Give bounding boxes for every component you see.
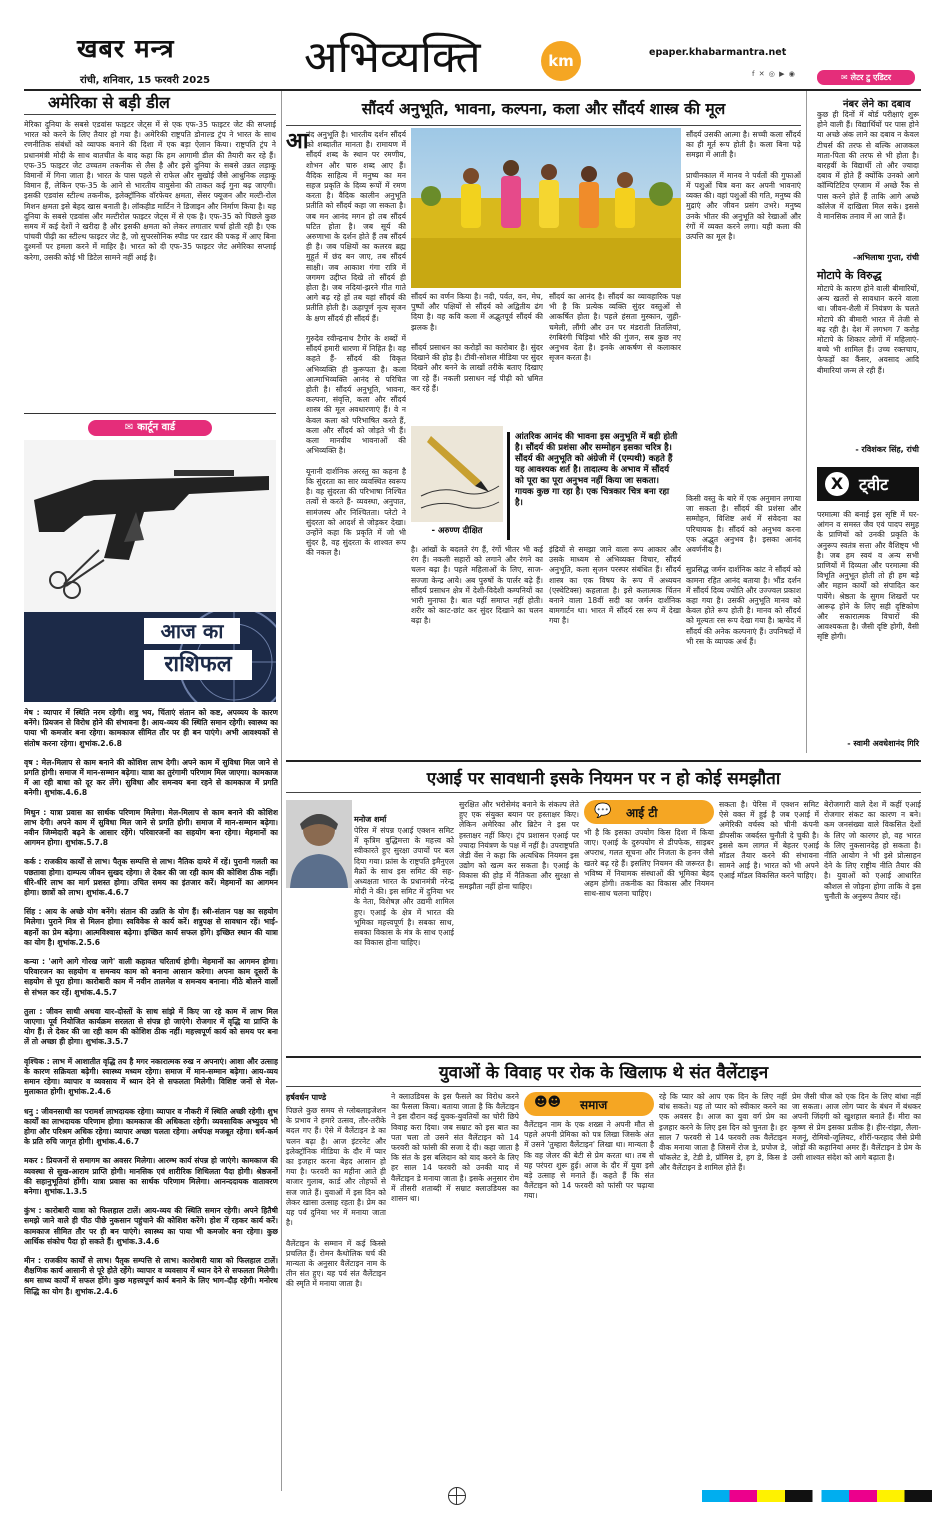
cartoon-box	[24, 413, 276, 613]
registration-mark-icon	[448, 1487, 466, 1505]
pull-quote	[507, 432, 679, 540]
main-headline: सौंदर्य अनुभूति, भावना, कल्पना, कला और सौंदर्य शास्त्र की मूल	[361, 100, 726, 118]
valentine-label: समाज	[580, 1098, 608, 1112]
tweet-label: ट्वीट	[859, 475, 889, 494]
author-box	[411, 426, 503, 540]
letter2-body: मोटापे के कारण होने वाली बीमारियों, अन्य खतरों से सावधान करने वाला था। जीवन-शैली में नियंत्रण के चलते मोटापे की बीमारी भारत में तेजी से बढ़ रही है। देश में लगभग 7 करोड़ मोटापे के शिकार लोगों में महिलाएं-बच्चे भी शामिल हैं। उच्च रक्तचाप, फेफड़ों का कैंसर, अवसाद आदि बीमारियां जन्म ले रही हैं।	[817, 284, 919, 375]
section-title: अभिव्यक्ति	[304, 32, 481, 83]
valentine-col-1: पिछले कुछ समय से ग्लोबलाइजेशन के प्रभाव ने हमारे उत्सव, तौर-तरीके बदल गए हैं। ऐसे में वैलेंटाइन डे का चलन बढ़ा है। आज इंटरनेट और इलेक्ट्रॉनिक मीडिया के दौर में प्यार का इजहार करना बेहद आसान हो गया है। फरवरी का महीना आते ही बाजार गुलाब, कार्ड और तोहफों से सज जाते हैं। युवाओं में इस दिन को लेकर खासा उत्साह रहता है। प्रेम का यह पर्व दुनिया भर में मनाया जाता है। वैलेंटाइन के सम्मान में कई किस्से प्रचलित हैं। रोमन कैथोलिक चर्च की मान्यता के अनुसार वैलेंटाइन नाम के तीन संत हुए। यह पर्व संत वैलेंटाइन की स्मृति में मनाया जाता है।	[286, 1106, 386, 1289]
masthead	[0, 0, 945, 90]
letter1-title: नंबर लेने का दबाव	[843, 99, 911, 110]
ai-headline: एआई पर सावधानी इसके नियमन पर न हो कोई समझौता	[426, 769, 781, 789]
main-author: - अरुण्ण दीक्षित	[431, 526, 483, 536]
rashi-makar: मकर : प्रियजनों से समागम का अवसर मिलेगा। आरम्भ कार्य संपन्न हो जाएंगे। कामकाज की व्यवस्था से सुख-आराम प्राप्ति होगी। मानसिक एवं शारीरिक शिथिलता पैदा होगी। श्रेष्ठजनों की सहानुभूतियां होंगी। यात्रा प्रवास का सार्थक परिणाम मिलेगा। आनन्ददायक वातावरण बनेगा। शुभांक.1.3.5	[24, 1156, 278, 1196]
valentine-col-4: रहे कि प्यार को आप एक दिन के लिए नहीं बांध सकते। यह तो प्यार को स्वीकार करने का एक अवसर है। आज का युवा वर्ग प्रेम का इजहार करने के लिए इस दिन को चुनता है। हर साल 7 फरवरी से 14 फरवरी तक वैलेंटाइन वीक मनाया जाता है जिसमें रोज डे, प्रपोज डे, चॉकलेट डे, टेडी डे, प्रॉमिस डे, हग डे, किस डे और वैलेंटाइन डे शामिल होते हैं।	[659, 1092, 787, 1173]
ai-col-5: बेरोजगारी वाले देश में कहीं एआई रोजगार संकट का कारण न बने। कम जनसंख्या वाले विकसित देशों के लिए जो कारगर हो, वह भारत के लिए नुकसानदेह हो सकता है। नीति आयोग ने भी इसे प्रोत्साहन देने के लिए राष्ट्रीय नीति तैयार की है। युवाओं को एआई आधारित कौशल से जोड़ना होगा ताकि वे इस चुनौती के अनुरूप तैयार रहें।	[824, 800, 921, 901]
valentine-col-2: ने क्लाउडियस के इस फैसले का विरोध करने का फैसला किया। बताया जाता है कि वैलेंटाइन ने इस दौरान कई युवक-युवतियों का चोरी छिपे विवाह करा दिया। जब सम्राट को इस बात का पता चला तो उसने संत वैलेंटाइन को 14 फरवरी को फांसी की सजा दे दी। कहा जाता है कि संत के इस बलिदान को याद करने के लिए हर साल 14 फरवरी को उनकी याद में वैलेंटाइन डे मनाया जाता है। इसके अनुसार रोम में तीसरी शताब्दी में सम्राट क्लाउडियस का शासन था।	[391, 1092, 519, 1204]
letters-label-bar	[817, 70, 915, 85]
registration-mark-cross-v	[456, 1487, 457, 1505]
main-col-5: किसी वस्तु के बारे में एक अनुमान लगाया जा सकता है। सौंदर्य की प्रशंसा और सम्मोहन, विशिष्ट अर्थ में संवेदना का परिचायक है। सौंदर्य को अनुभव करना एक अद्भुत अनुभव है। इसका आनंद अवर्णनीय है। सुप्रसिद्ध जर्मन दार्शनिक कांट ने सौंदर्य को कामना रहित आनंद बताया है। भौंड दर्शन में सौंदर्य दिव्य ज्योति और उज्ज्वल प्रकाश कहा गया है। उसकी अनुभूति मानव को केवल होते रूप होती है। मानव को सौंदर्य को मूल्यतः रस रूप देखा गया है। ऋग्वेद में सौंदर्य की अनेक कल्पनाएं हैं। उपनिषदों में भी रस के व्यापक अर्थ हैं।	[686, 494, 801, 646]
rashifal-title-2: राशिफल	[144, 650, 252, 680]
f35-article: मेरिका दुनिया के सबसे एडवांस फाइटर जेट्स में से एक एफ-35 फाइटर जेट की सप्लाई भारत को करने के लिए तैयार हो गया है। अमेरिकी राष्ट्रपति डोनाल्ड ट्रंप ने भारत के साथ रणनीतिक संबंधों को व्यापक बनाने की दिशा में एक बड़ा ऐलान किया। राष्ट्रपति ट्रंप ने प्रधानमंत्री मोदी के साथ बातचीत के बाद कहा कि हम आगामी डील की तैयारी कर रहे हैं। एफ-35 फाइटर जेट उच्चतम तकनीक से लैस है और इसे दुनिया के सबसे उन्नत लड़ाकू विमानों में गिना जाता है। भारत के पास पहले से राफेल और सुखोई जैसे आधुनिक लड़ाकू विमान हैं, लेकिन एफ-35 के आने से भारतीय वायुसेना की ताकत कई गुना बढ़ जाएगी। इसकी एडवांस स्टील्थ तकनीक, इलेक्ट्रॉनिक वॉरफेयर क्षमता, सेंसर फ्यूजन और मल्टी-रोल मिशन क्षमता इसे बेहद खास बनाती है। लॉकहीड मार्टिन ने डिजाइन और निर्माण किया है। यह दुनिया के सबसे एडवांस और मल्टीरोल फाइटर जेट्स में से एक है। एफ-35 को पिछले कुछ समय में कई देशों ने खरीदा है और इसकी क्षमता को लेकर लगातार चर्चा होती रही है। एक पांचवी पीढ़ी का स्टील्थ फाइटर जेट है, जो सुपरसोनिक स्पीड पर रडार की पकड़ में आए बिना दुश्मनों पर हमला करने में माहिर है। भारत को दी एफ-35 फाइटर जेट अमेरिका सप्लाई करेगा, उसकी कोई भी डिटेल सामने नहीं आई है।	[24, 120, 276, 262]
pen-writing-image	[411, 426, 503, 522]
drop-cap: आ	[286, 129, 309, 154]
rashi-dhanu: धनु : जीवनसाथी का परामर्श लाभदायक रहेगा। व्यापार व नौकरी में स्थिति अच्छी रहेगी। शुभ कार्यों का लाभदायक परिणाम होगा। कामकाज की अधिकता रहेगी। व्यवसायिक अभ्युदय भी होगा और परिश्रम अधिक रहेगा। व्यापार अच्छा चलता रहेगा। अर्थपक्ष मजबूत रहेगा। धर्म-कर्म के प्रति रुचि जागृत होगी। शुभांक.4.6.7	[24, 1106, 278, 1147]
logo	[541, 41, 581, 81]
main-col-1: नंद अनुभूति है। भारतीय दर्शन सौंदर्य को शब्दातीत मानता है। रामायण में सौंदर्य शब्द के स्थान पर रमणीय, शोभन और चारु शब्द आए हैं। वैदिक साहित्य में मनुष्य का मन सहज प्रकृति के दिव्य रूपों में रमण करता है। वैदिक कालीन अनुभूति प्रतीति को सौंदर्य कहा जा सकता है। जब मन आनंद मगन हो तब सौंदर्य घटित होता है। जब सूर्य की अरुणाभा के दर्शन होते हैं तब सौंदर्य ही है। जब पक्षियों का कलरव ब्रह्म मुहूर्त में छंद बन जाए, तब सौंदर्य साक्षी। जब आकाश गंगा रात्रि में जगमग उद्दीप्त दिखे तो सौंदर्य ही होता है। जब नदियां-झरने गीत गाते आगे बढ़ रहे हों तब यहां सौंदर्य की प्रतीति होती है। ऊहापूर्ण नृत्य सृजन के क्षण सौंदर्य ही सौंदर्य हैं। गुरुदेव रवीन्द्रनाथ टैगोर के शब्दों में सौंदर्य हमारी धारणा में निहित है। वह कहते हैं- सौंदर्य की विकृत अभिव्यक्ति ही कुरूपता है। कला आत्माभिव्यक्ति आनंद से परिचित होती है। सौंदर्य अनुभूति, भावना, कल्पना, संवृत्ति, कला और सौंदर्य शास्त्र की मूल अवधारणाएं हैं। वे न केवल कला को परिभाषित करते हैं, कला और सौंदर्य को जोड़ते भी हैं। कला मानवीय भावनाओं की अभिव्यक्ति है। यूनानी दार्शनिक अरस्तु का कहना है कि सुंदरता का सार व्यवस्थित स्वरूप है। वह सुंदरता की परिभाषा निश्चित तत्वों से करते हैं- व्यवस्था, अनुपात, सामंजस्य और निश्चितता। प्लेटो ने सुंदरता को आदर्श से जोड़कर देखा। उन्होंने कहा कि प्रकृति में जो भी सुंदर है, वह सुंदरता के शाश्वत रूप की नकल है।	[306, 130, 406, 558]
rashi-kumbh: कुंभ : कारोबारी यात्रा को फिलहाल टालें। आय-व्यय की स्थिति समान रहेगी। अपने हितैषी समझे जाने वाले ही पीठ पीछे नुकसान पहुंचाने की कोशिश करेंगे। होश में रहकर कार्य करें। कामकाज सीमित तौर पर ही बन पाएंगे। स्वास्थ्य का पाया भी कमजोर बना रहेगा। कुछ आर्थिक संकोच पैदा हो सकते हैं। शुभांक.3.4.6	[24, 1206, 278, 1246]
x-logo-icon: X	[825, 472, 849, 496]
tweet-body: परमात्मा की बनाई इस सृष्टि में घर-आंगन व समस्त जैव एवं पादप समुह के प्राणियों को उनकी प्रकृति के अनुरूप स्वतंत्र सत्ता और वैशिष्ट्य भी है। जब हम स्वयं व अन्य सभी प्राणियों में दिव्यता और परमात्मा की विभूति अनुभूत होती तो ही हम बड़े और महान कार्यों को संपादित कर पायेंगे। श्रेष्ठता के सुगम शिखरों पर आरूढ़ होने के लिए सही दृष्टिकोण और सकारात्मक विचारों की आवश्यकता है। जैसी दृष्टि होगी, वैसी सृष्टि होगी।	[817, 510, 919, 642]
main-col-2: सौंदर्य का वर्णन किया है। नदी, पर्वत, वन, मेघ, पुष्पों और पक्षियों से सौंदर्य को अद्वितीय ढंग दिया है। वह कवि कला में अद्भुतपूर्व सौंदर्य की झलक है। सौंदर्य प्रसाधन का करोड़ों का कारोबार है। सुंदर दिखाने की होड़ है। टीवी-सोशल मीडिया पर सुंदर दिखने और बनने के लाखों तरीके बताए दिखाए जा रहे हैं। नकली प्रसाधन नई पीढ़ी को भ्रमित कर रहे हैं।	[411, 292, 543, 393]
rashifal-banner	[24, 612, 276, 702]
valentine-headline: युवाओं के विवाह पर रोक के खिलाफ थे संत वैलेंटाइन	[438, 1063, 769, 1083]
main-col-3: सौंदर्य का आनंद है। सौंदर्य का व्यावहारिक पक्ष भी है कि प्रत्येक व्यक्ति सुंदर वस्तुओं से आकर्षित होता है। पहले हंसता मुस्कान, जुही-चमेली, लौंगी और उन पर मंडराती तितलियां, रंगबिरंगी चिड़ियां भौरे की गुंजन, सब कुछ नए अनुभव देता है। इनके आकर्षण से कलाकार सृजन करता है।	[549, 292, 681, 363]
rifle-cartoon-image	[24, 440, 276, 612]
ai-col-2: सुरक्षित और भरोसेमंद बनाने के संकल्प लेते हुए एक संयुक्त बयान पर हस्ताक्षर किए। लेकिन अमेरिका और ब्रिटेन ने इस पर हस्ताक्षर नहीं किए। ट्रंप प्रशासन एआई पर ज्यादा नियंत्रण के पक्ष में नहीं है। उपराष्ट्रपति जेडी वेंस ने कहा कि अत्यधिक नियमन इस उद्योग को खत्म कर सकता है। एआई के विकास की होड़ में नैतिकता और सुरक्षा से समझौता नहीं होना चाहिए।	[459, 800, 579, 891]
color-bar	[702, 1490, 932, 1502]
ai-author: मनोज शर्मा	[354, 815, 387, 824]
people-icon: ☻☻	[534, 1095, 562, 1110]
rashifal-list	[24, 708, 278, 1478]
rashi-kanya: कन्या : 'आगे आगे गोरख जागे' वाली कहावत चरितार्थ होगी। मेहमानों का आगमन होगा। परिवारजन का सहयोग व समन्वय काम को बनाना आसान करेगा। अपना काम दूसरों के सहयोग से पूरा होगा। कारोबारी काम में नवीन तालमेल व समन्वय बनाना। मीठे बोलने वालों से संभल कर रहें। शुभांक.4.5.7	[24, 957, 278, 997]
letter2-title: मोटापे के विरुद्ध	[817, 269, 882, 282]
mail-icon: ✉	[840, 73, 848, 82]
letters-label: लेटर टु एडिटर	[850, 73, 892, 82]
cartoon-label: कार्टून वार्ड	[137, 422, 176, 433]
rashi-mithun: मिथुन : यात्रा प्रवास का सार्थक परिणाम मिलेगा। मेल-मिलाप से काम बनाने की कोशिश लाभ देगी। अपने काम में सुविधा मिल जाने से प्रगति होगी। समाज में मान-सम्मान बढ़ेगा। नवीन जिम्मेदारी बढ़ने के आसार रहेंगे। परिवारजनों का सहयोग बना रहेगा। मेहमानों का आगमन होगा। शुभांक.5.7.8	[24, 807, 278, 848]
registration-mark-cross	[448, 1495, 466, 1496]
epaper-url[interactable]: epaper.khabarmantra.net	[649, 47, 787, 58]
rashi-tula: तुला : जीवन साथी अथवा यार-दोस्तों के साथ सांझे में किए जा रहे काम में लाभ मिल जाएगा। पूर्व नियोजित कार्यक्रम सरलता से संपन्न हो जाएंगे। रोजगार में वृद्धि या प्राप्ति के योग हैं। ले देकर की जा रही काम की कोशिश ठीक नहीं। महत्त्वपूर्ण कार्य को समय पर बना लें तो अच्छा ही होगा। शुभांक.3.5.7	[24, 1006, 278, 1047]
main-bottom-2: इंद्रियों से समझा जाने वाला रूप आकार और उसके माध्यम से अभिव्यक्त विचार, सौंदर्य अनुभूति, कला सृजन परस्पर संबंधित हैं। सौंदर्य शास्त्र का एक विषय के रूप में अध्ययन (एस्थेटिक्स) कहलाता है। इसे कलात्मक चिंतन बनाने वाला 18वीं सदी का जर्मन दार्शनिक बामगार्टन था। भारत में सौंदर्य रस रूप में देखा गया है।	[549, 545, 681, 626]
letter2-sign: - रविशंकर सिंह, रांची	[855, 445, 919, 454]
valentine-col-5: प्रेम जैसी चीज को एक दिन के लिए बांधा नहीं जा सकता। आज लोग प्यार के बंधन में बंधकर अपनी जिंदगी को खुशहाल बनाते हैं। मीरा का कृष्ण से प्रेम इसका प्रतीक है। हीर-रांझा, लैला-मजनूं, रोमियो-जूलियट, शीरीं-फरहाद जैसे प्रेमी जोड़ों की कहानियां अमर हैं। वैलेंटाइन डे प्रेम के उसी शाश्वत संदेश को आगे बढ़ाता है।	[792, 1092, 921, 1163]
pull-quote-text: आंतरिक आनंद की भावना इस अनुभूति में बड़ी होती है। सौंदर्य की प्रशंसा और सम्मोहन इसका चरित्र है। सौंदर्य की अनुभूति को अंग्रेजी में (एम्पथी) कहते हैं यह आवश्यक शर्त है। तादात्म्य के अभाव में सौंदर्य को पूरा का पूरा अनुभव नहीं किया जा सकता। गायक कुछ गा रहा है। एक चित्रकार चित्र बना रहा है।	[515, 432, 678, 508]
ai-col-3: भी है कि इसका उपयोग किस दिशा में किया जाए। एआई के दुरुपयोग से डीपफेक, साइबर अपराध, गलत सूचना और निजता के हनन जैसे खतरे बढ़ रहे हैं। इसलिए नियमन की जरूरत है। भविष्य में नियामक संस्थाओं की भूमिका बेहद अहम होगी। तकनीक का विकास और नियमन साथ-साथ चलना चाहिए।	[584, 828, 714, 899]
brand-name: खबर मन्त्र	[77, 34, 175, 63]
mail-icon: ✉	[124, 422, 134, 433]
main-col-4: सौंदर्य उसकी आत्मा है। सच्ची कला सौंदर्य का ही मूर्त रूप होती है। कला बिना पढ़े समझा में आती है। प्राचीनकाल में मानव ने पर्वतों की गुफाओं में पशुओं चित्र बना कर अपनी भावनाएं व्यक्त की। वहां पशुओं की गति, मनुष्य की मुद्राएं और जीवन प्रसंग उभरे। मनुष्य उनके भीतर की अनुभूति को रेखाओं और रंगों में व्यक्त करने लगा। यही कला की उत्पत्ति का मूल है।	[686, 130, 801, 242]
chat-bubble-icon: 💬	[594, 803, 612, 819]
main-bottom-1: है। आंखों के बदलते रंग हैं, रंगों भीतर भी कई रंग हैं। नकली सहारों को लगाने और रंगने का चलन बढ़ा है। पहले महिलाओं के लिए, साज-सज्जा केन्द्र आये। अब पुरुषों के पार्लर बढ़े हैं। सौंदर्य प्रसाधन क्षेत्र में देशी-विदेशी कम्पनियों का भारी मुनाफा है। बात यहीं समाप्त नहीं होती। शरीर को काट-छांट कर सुंदर दिखाने का चलन बढ़ा है।	[411, 545, 543, 626]
valentine-col-3: वैलेंटाइन नाम के एक शख्स ने अपनी मौत से पहले अपनी प्रेमिका को पत्र लिखा जिसके अंत में उसने 'तुम्हारा वैलेंटाइन' लिखा था। मान्यता है कि वह जेलर की बेटी से प्रेम करता था। तब से यह परंपरा शुरू हुई। आज के दौर में युवा इसे बड़े उत्साह से मनाते हैं। कहते हैं कि संत वैलेंटाइन को 14 फरवरी को फांसी पर चढ़ाया गया।	[524, 1120, 654, 1201]
rashifal-title-1: आज का	[144, 618, 240, 644]
cartoon-label-bar	[88, 420, 212, 436]
tweet-sign: - स्वामी अवधेशानंद गिरि	[847, 739, 919, 748]
valentine-author: हर्षवर्धन पाण्डे	[286, 1093, 327, 1102]
left-headline: अमेरिका से बड़ी डील	[48, 93, 170, 112]
ai-col-1: पेरिस में संपन्न एआई एक्शन समिट में कृत्रिम बुद्धिमत्ता के महत्त्व को स्वीकारते हुए सुरक्षा उपायों पर बल दिया गया। फ्रांस के राष्ट्रपति इमैनुएल मैक्रों के साथ इस समिट की सह-अध्यक्षता भारत के प्रधानमंत्री नरेन्द्र मोदी ने की। इस समिट में दुनिया भर के नेता, विशेषज्ञ और उद्यमी शामिल हुए। एआई के क्षेत्र में भारत की भूमिका महत्त्वपूर्ण है। सबका साथ, सबका विकास के मंत्र के साथ एआई का विकास होना चाहिए।	[354, 826, 454, 948]
letter1-body: कुछ ही दिनों में बोर्ड परीक्षाएं शुरू होने वाली हैं। विद्यार्थियों पर पास होने या अच्छे अंक लाने का दबाव न केवल टीचर्स की तरफ से बल्कि आजकल माता-पिता की तरफ से भी होता है। बारहवीं के विद्यार्थी तो और ज्यादा दबाव में होते हैं क्योंकि उनको आगे कॉम्पिटिटिव एग्जाम में अच्छे रैंक से पास करने होते हैं ताकि आगे अच्छे कॉलेज में दाखिला मिल सके। इससे वे मानसिक तनाव में आ जाते हैं।	[817, 110, 919, 222]
social-icons: f ✕ ◎ ▶ ◉	[752, 70, 796, 78]
rashi-kark: कर्क : राजकीय कार्यों से लाभ। पैतृक सम्पत्ति से लाभ। नैतिक दायरे में रहें। पुरानी गलती का पछतावा होगा। दाम्पत्य जीवन सुखद रहेगा। ले देकर की जा रही काम की कोशिश ठीक नहीं। धीरे-धीरे लाभ का मार्ग प्रशस्त होगा। उचित समय का इंतजार करें। मेहमानों का आगमन होगा। छात्रों को लाभ। शुभांक.4.6.7	[24, 857, 278, 898]
letter1-sign: -अभिलाषा गुप्ता, रांची	[852, 253, 919, 262]
valentine-label-box	[524, 1092, 654, 1116]
rashi-singh: सिंह : आय के अच्छे योग बनेंगे। संतान की उन्नति के योग हैं। स्त्री-संतान पक्ष का सहयोग मिलेगा। पुराने मित्र से मिलन होगा। स्वविवेक से कार्य करें। शत्रुपक्ष से सावधान रहें। भाई-बहनों का प्रेम बढ़ेगा। आत्मविश्वास बढ़ेगा। इच्छित कार्य सफल होंगे। इच्छित स्थान की यात्रा का योग है। शुभांक.2.5.6	[24, 907, 278, 947]
tweet-label-bar	[817, 467, 919, 501]
rashi-mesh: मेष : व्यापार में स्थिति नरम रहेगी। शत्रु भय, चिंताएं संतान को कष्ट, अपव्यय के कारण बनेंगे। प्रियजन से विरोध होने की संभावना है। आय-व्यय की स्थिति समान रहेगी। स्वास्थ्य का पाया भी कमजोर बना रहेगा। कामकाज सीमित तौर पर ही बन पाएंगे। अभी आवश्यकों से संतोष करना रहेगा। शुभांक.2.6.8	[24, 708, 278, 748]
women-in-mustard-field-photo	[411, 128, 681, 288]
rashi-meen: मीन : राजकीय कार्यों से लाभ। पैतृक सम्पत्ति से लाभ। कारोबारी यात्रा को फिलहाल टालें। शैक्षणिक कार्य आसानी से पूरे होते रहेंगे। व्यापार व व्यवसाय में ध्यान देने से सफलता मिलेगी। श्रम साध्य कार्यों में सफल होंगे। कुछ महत्त्वपूर्ण कार्य बनाने के लिए भाग-दौड़ रहेगी। मनोरथ सिद्धि का योग है। शुभांक.2.4.6	[24, 1255, 278, 1296]
dateline: रांची, शनिवार, 15 फरवरी 2025	[80, 75, 211, 86]
ai-col-4: सकता है। पेरिस में एक्शन समिट ऐसे वक्त में हुई है जब एआई में अमेरिकी वर्चस्व को चीनी कंपनी डीपसीक जबर्दस्त चुनौती दे चुकी है। इससे कम लागत में बेहतर एआई मॉडल तैयार करने की संभावना सामने आई है। भारत को भी अपने एआई मॉडल विकसित करने चाहिए।	[719, 800, 819, 881]
ai-label-box	[584, 800, 714, 824]
logo-letters: km	[548, 52, 574, 70]
author-manoj-photo	[286, 800, 352, 888]
ai-label: आई टी	[626, 806, 658, 820]
rashi-vrish: वृष : मेल-मिलाप से काम बनाने की कोशिश लाभ देगी। अपने काम में सुविधा मिल जाने से प्रगति होगी। समाज में मान-सम्मान बढ़ेगा। यात्रा का तुरंगामी परिणाम मिल जाएगा। कामकाज में आ रही बाधा को दूर कर लेंगे। सुविधा और समन्वय बना रहने से कामकाज में प्रगति बनेगी। शुभांक.4.6.8	[24, 757, 278, 798]
rashi-vrishchik: वृश्चिक : लाभ में आशातीत वृद्धि तय है मगर नकारात्मक रुख न अपनाएं। आशा और उत्साह के कारण सक्रियता बढ़ेगी। स्वास्थ्य मध्यम रहेगा। समाज में मान-सम्मान बढ़ेगा। आय-व्यय समान रहेगा। व्यापार व व्यवसाय में ध्यान देने से सफलता मिलेगी। विशिष्ट जनों से मेल-मुलाकात होगी। शुभांक.2.4.6	[24, 1056, 278, 1097]
